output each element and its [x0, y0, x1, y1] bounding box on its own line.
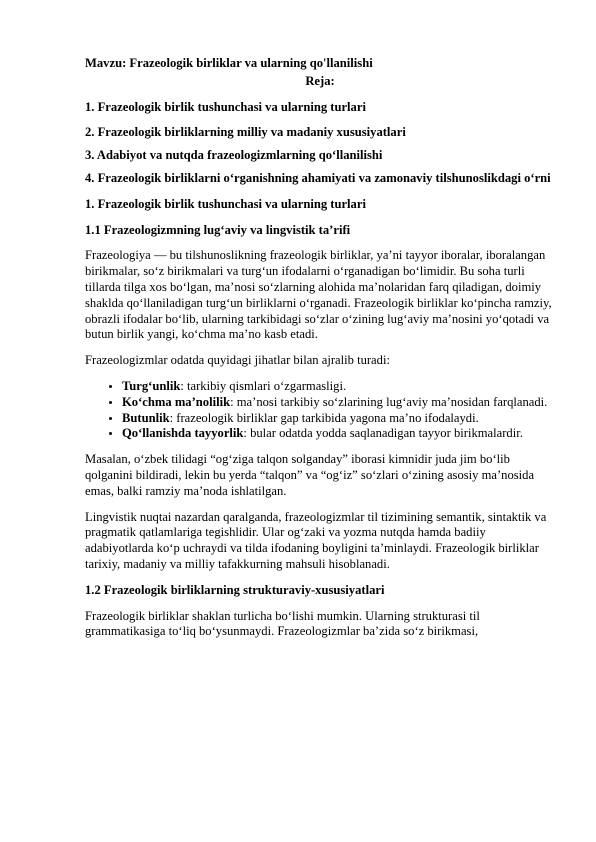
list-item — [122, 395, 555, 411]
subsection-heading: 1.1 Frazeologizmning lug‘aviy va lingvistik ta’rifi — [85, 222, 351, 237]
plan-item: 2. Frazeologik birliklarning milliy va madaniy xususiyatlari — [85, 125, 406, 140]
document-page — [85, 56, 555, 650]
feature-term: Turg‘unlik — [122, 378, 181, 393]
paragraph: Frazeologizmlar odatda quyidagi jihatlar bilan ajralib turadi: — [85, 353, 390, 368]
plan-item: 1. Frazeologik birlik tushunchasi va ularning turlari — [85, 99, 366, 114]
feature-desc: : ma’nosi tarkibiy so‘zlarining lug‘aviy ma’nosidan farqlanadi. — [230, 394, 548, 409]
feature-list — [85, 379, 555, 442]
feature-desc: : tarkibiy qismlari o‘zgarmasligi. — [180, 378, 347, 393]
document-title: Mavzu: Frazeologik birliklar va ularning qo'llanilishi — [85, 56, 373, 70]
paragraph: Frazeologiya — bu tilshunoslikning frazeologik birliklar, ya’ni tayyor iboralar, iboralangan birikmalar, so‘z birikmalari va turg‘un ifodalarni o‘rganadigan bo‘limidir. Bu soha turli tillarda tilga xos bo‘lgan, ma’nosi so‘zlarning alohida ma’nolaridan farq qiladigan, doimiy shaklda qo‘llaniladigan turg‘un birliklarni o‘rganadi. Frazeologik birliklar ko‘pincha ramziy, obrazli ifodalar bo‘lib, ularning tarkibidagi so‘zlar o‘zining lug‘aviy ma’nosini yo‘qotadi va butun birlik yangi, ko‘chma ma’no kasb etadi. — [85, 248, 552, 342]
section-heading: 1. Frazeologik birlik tushunchasi va ularning turlari — [85, 196, 366, 211]
paragraph: Lingvistik nuqtai nazardan qaralganda, frazeologizmlar til tizimining semantik, sintaktik va pragmatik qatlamlariga tegishlidir. Ular og‘zaki va yozma nutqda hamda badiiy adabiyotlarda ko‘p uchraydi va tilda ifodaning boyligini ta’minlaydi. Frazeologik birliklar tarixiy, madaniy va milliy tafakkurning mahsuli hisoblanadi. — [85, 509, 547, 571]
feature-term: Ko‘chma ma’nolilik — [122, 394, 231, 409]
feature-term: Qo‘llanishda tayyorlik — [122, 426, 244, 441]
list-item — [122, 411, 555, 427]
subsection-heading: 1.2 Frazeologik birliklarning strukturaviy-xususiyatlari — [85, 582, 385, 597]
feature-term: Butunlik — [122, 410, 170, 425]
paragraph: Masalan, o‘zbek tilidagi “og‘ziga talqon solganday” iborasi kimnidir juda jim bo‘lib qolganini bildiradi, lekin bu yerda “talqon” va “og‘iz” so‘zlari o‘zining asosiy ma’nosida emas, balki ramziy ma’noda ishlatilgan. — [85, 452, 535, 498]
list-item — [122, 379, 555, 395]
feature-desc: : frazeologik birliklar gap tarkibida yagona ma’no ifodalaydi. — [169, 410, 479, 425]
plan-heading: Reja: — [305, 73, 335, 88]
plan-item: 4. Frazeologik birliklarni o‘rganishning ahamiyati va zamonaviy tilshunoslikdagi o‘rni — [85, 170, 551, 185]
feature-desc: : bular odatda yodda saqlanadigan tayyor birikmalardir. — [243, 426, 523, 441]
paragraph: Frazeologik birliklar shaklan turlicha bo‘lishi mumkin. Ularning strukturasi til grammatikasiga to‘liq bo‘ysunmaydi. Frazeologizmlar ba’zida so‘z birikmasi, — [85, 608, 480, 639]
list-item — [122, 426, 555, 442]
plan-item: 3. Adabiyot va nutqda frazeologizmlarning qo‘llanilishi — [85, 148, 383, 163]
